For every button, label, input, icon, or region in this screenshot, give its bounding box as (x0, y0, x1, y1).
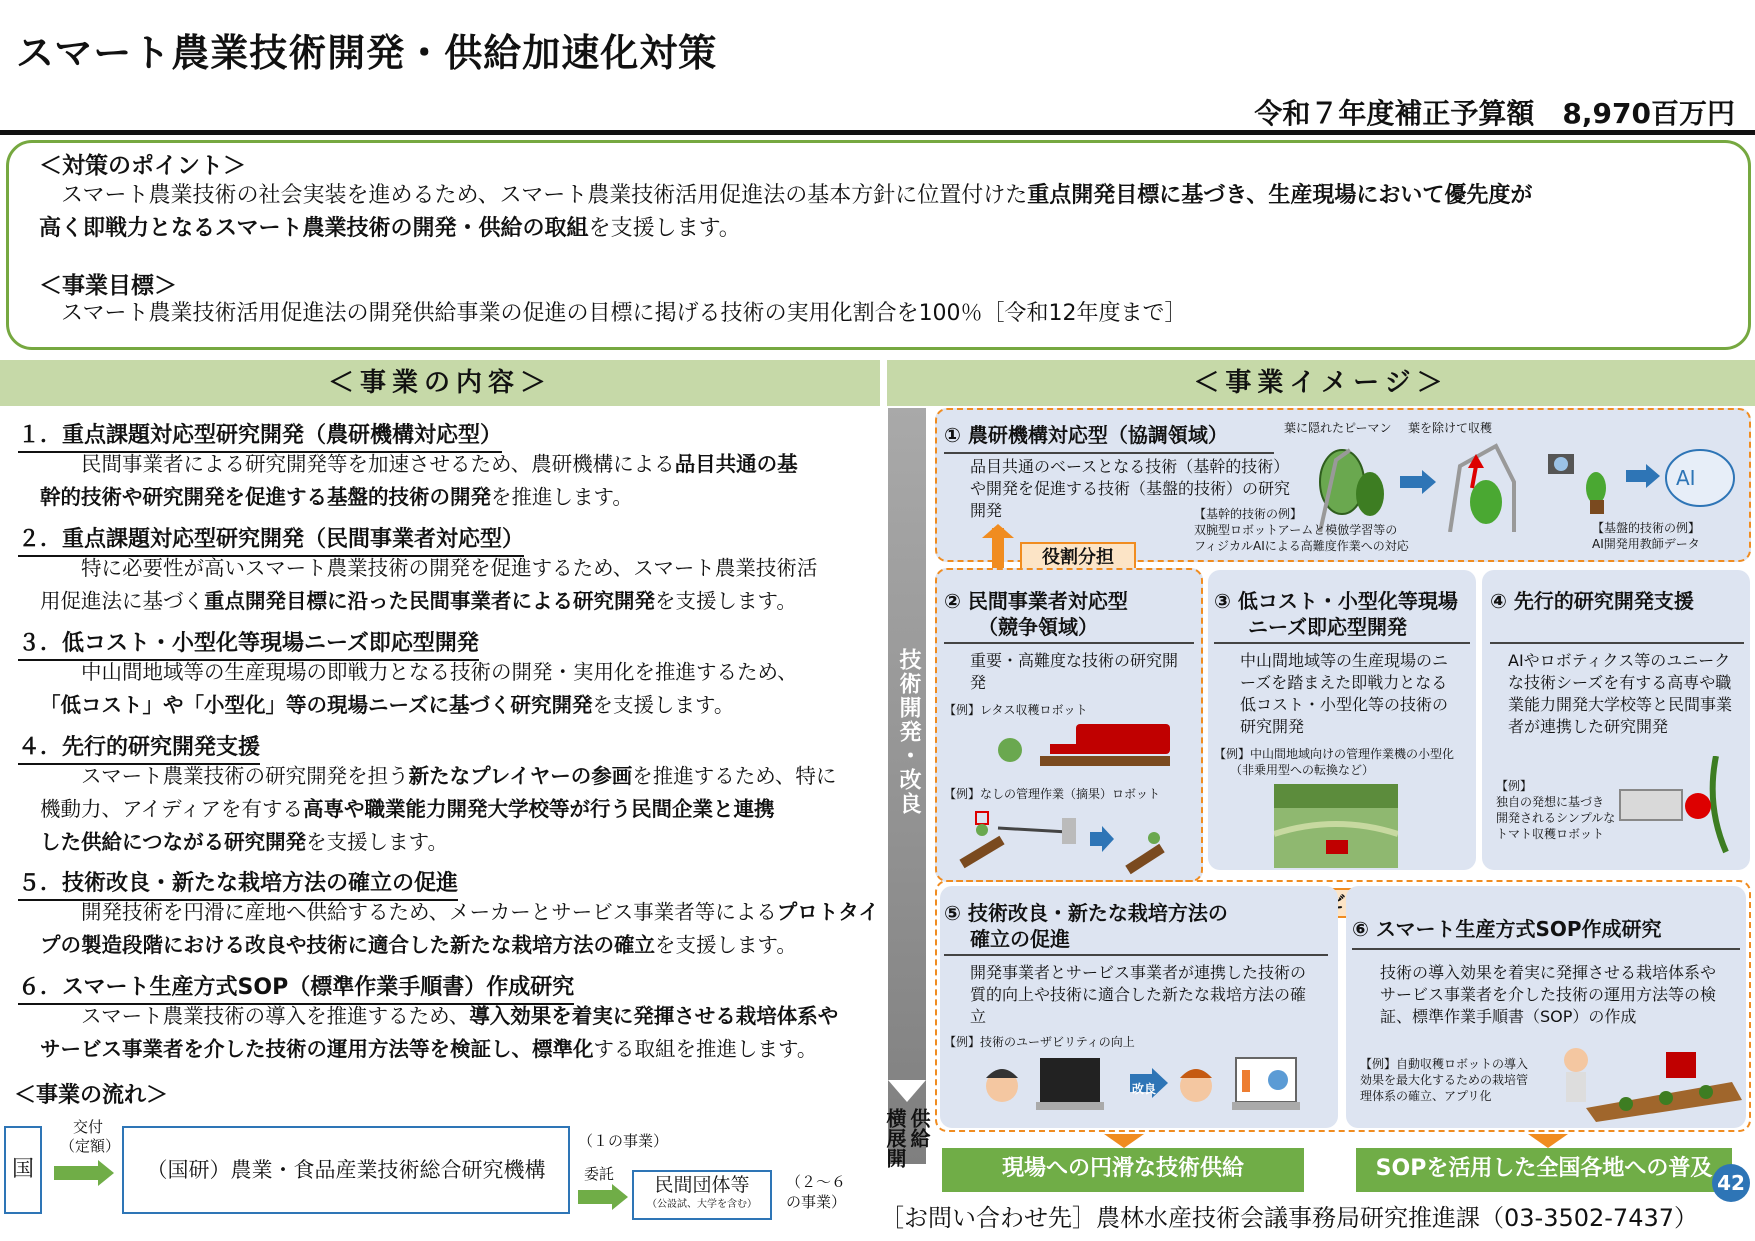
item-3-title: ３．低コスト・小型化等現場ニーズ即応型開発 (18, 626, 479, 661)
panel-1-title: ① 農研機構対応型（協調領域） (944, 423, 1228, 447)
down-arrow-1 (1104, 1134, 1144, 1148)
ai-label: AI (1676, 466, 1696, 490)
flow-arrow-1 (54, 1166, 100, 1180)
panel-5-text: 開発事業者とサービス事業者が連携した技術の質的向上や技術に適合した新たな栽培方法の確立 (970, 963, 1307, 1026)
item-1-title: １．重点課題対応型研究開発（農研機構対応型） (18, 418, 502, 453)
side-label-spread: 横展開 (883, 1108, 907, 1168)
flow-consign: 委託 (584, 1165, 615, 1183)
flow-arrow-2 (578, 1190, 614, 1204)
tomato-robot-illustration (1616, 756, 1744, 856)
panel-5-rule (944, 954, 1328, 956)
panel-4-ex: 【例】 独自の発想に基づき 開発されるシンプルな トマト収穫ロボット (1496, 779, 1616, 841)
flow-arrowhead-2 (612, 1184, 628, 1210)
item-1-body: 民間事業者による研究開発等を加速させるため、農研機構による品目共通の基 幹的技術や研究開発を促進する基盤的技術の開発を推進します。 (40, 452, 798, 509)
panel-4-rule (1490, 642, 1744, 644)
item-4-body: スマート農業技術の研究開発を担う新たなプレイヤーの参画を推進するため、特に 機動力、アイディアを有する高専や職業能力開発大学校等が行う民間企業と連携 した供給につながる研究開発を支援します。 (40, 764, 837, 854)
item-2-body: 特に必要性が高いスマート農業技術の開発を促進するため、スマート農業技術活 用促進法に基づく重点開発目標に沿った民間事業者による研究開発を支援します。 (40, 556, 818, 613)
goal-heading: ＜事業目標＞ (39, 273, 177, 299)
flow-two-six: （２～６ の事業） (786, 1173, 847, 1211)
down-arrow-2 (1528, 1134, 1568, 1148)
panel-6-text: 技術の導入効果を着実に発揮させる栽培体系やサービス事業者を介した技術の運用方法等の検証、標準作業手順書（SOP）の作成 (1380, 963, 1717, 1026)
flow-private: 民間団体等 （公設試、大学を含む） (632, 1170, 772, 1220)
item-4-title: ４．先行的研究開発支援 (18, 730, 260, 765)
panel-4-text: AIやロボティクス等のユニークな技術シーズを有する高専や職業能力開発大学校等と民間事業者が連携した研究開発 (1508, 651, 1733, 736)
side-chevron (888, 1080, 926, 1102)
contact-info: ［お問い合わせ先］農林水産技術会議事務局研究推進課（03-3502-7437） (880, 1204, 1699, 1232)
panel-2-title: ② 民間事業者対応型 （競争領域） (944, 589, 1128, 639)
page-number: 42 (1712, 1164, 1750, 1202)
harvest-robot-illustration (1556, 1030, 1744, 1122)
item-5-title: ５．技術改良・新たな栽培方法の確立の促進 (18, 866, 458, 901)
small-machine-photo (1274, 784, 1398, 868)
side-label-supply: 供給 (907, 1108, 931, 1148)
points-text: スマート農業技術の社会実装を進めるため、スマート農業技術活用促進法の基本方針に位置付けた重点開発目標に基づき、生産現場において優先度が 高く即戦力となるスマート農業技術の開発・供給の取組を支援します。 (39, 183, 1533, 241)
panel-1-ex1: 【基幹的技術の例】 双腕型ロボットアームと模倣学習等の フィジカルAIによる高難度作業への対応 (1194, 507, 1409, 553)
role-label: 役割分担 (1020, 542, 1136, 574)
panel-3-ex: 【例】中山間地域向けの管理作業機の小型化 （非乗用型への転換など） (1214, 747, 1455, 777)
spread-banner: SOPを活用した全国各地への普及 (1356, 1148, 1732, 1192)
panel-4-title: ④ 先行的研究開発支援 (1490, 589, 1694, 613)
goal-text: スマート農業技術活用促進法の開発供給事業の促進の目標に掲げる技術の実用化割合を100％［令和12年度まで］ (39, 301, 1187, 326)
supply-banner: 現場への円滑な技術供給 (942, 1148, 1304, 1192)
flow-country: 国 (4, 1126, 42, 1214)
panel-6-ex: 【例】自動収穫ロボットの導入 効果を最大化するための栽培管 理体系の確立、アプリ化 (1360, 1057, 1529, 1103)
ai-data-illustration (1540, 436, 1740, 520)
panel-2-rule (944, 642, 1194, 644)
panel-1-text: 品目共通のベースとなる技術（基幹的技術）や開発を促進する技術（基盤的技術）の研究開発 (970, 457, 1291, 520)
image-heading: ＜事業イメージ＞ (887, 360, 1755, 406)
item-2-title: ２．重点課題対応型研究開発（民間事業者対応型） (18, 522, 524, 557)
item-6-title: ６．スマート生産方式SOP（標準作業手順書）作成研究 (18, 970, 574, 1005)
panel-5-title: ⑤ 技術改良・新たな栽培方法の 確立の促進 (944, 901, 1228, 951)
lettuce-robot-illustration (990, 716, 1190, 776)
flow-one: （１の事業） (578, 1132, 669, 1150)
panel-2-ex1: 【例】レタス収穫ロボット (944, 703, 1088, 717)
panel-2-ex2: 【例】なしの管理作業（摘果）ロボット (944, 787, 1161, 801)
panel-2-text: 重要・高難度な技術の研究開発 (970, 651, 1179, 692)
side-label-dev: 技術開発・改良 (896, 648, 921, 816)
panel-1-ex2: 【基盤的技術の例】 AI開発用教師データ (1592, 521, 1701, 551)
header-divider (0, 130, 1755, 135)
flow-heading: ＜事業の流れ＞ (14, 1083, 169, 1108)
caption-harvest: 葉を除けて収穫 (1408, 421, 1493, 435)
panel-3-title: ③ 低コスト・小型化等現場 ニーズ即応型開発 (1214, 589, 1458, 639)
panel-3-rule (1214, 642, 1470, 644)
panel-1-rule (944, 452, 1274, 454)
flow-grant: 交付 （定額） (60, 1118, 121, 1155)
points-heading: ＜対策のポイント＞ (39, 153, 246, 179)
role-arrow-up (982, 524, 1014, 538)
item-3-body: 中山間地域等の生産現場の即戦力となる技術の開発・実用化を推進するため、 「低コスト」や「小型化」等の現場ニーズに基づく研究開発を支援します。 (40, 660, 798, 717)
flow-arrowhead-1 (98, 1160, 114, 1186)
points-box (6, 140, 1751, 350)
caption-hidden-pepper: 葉に隠れたピーマン (1284, 421, 1392, 435)
content-heading: ＜事業の内容＞ (0, 360, 880, 406)
panel-6-title: ⑥ スマート生産方式SOP作成研究 (1352, 917, 1662, 941)
panel-3-text: 中山間地域等の生産現場のニーズを踏まえた即戦力となる低コスト・小型化等の技術の研究開発 (1240, 651, 1449, 736)
flow-org: （国研）農業・食品産業技術総合研究機構 (122, 1126, 570, 1214)
pear-robot-illustration (958, 804, 1188, 876)
budget-amount: 令和７年度補正予算額 8,970百万円 (1254, 97, 1735, 130)
improve-label: 改良 (1132, 1082, 1157, 1096)
page-title: スマート農業技術開発・供給加速化対策 (16, 31, 718, 75)
panel-5-ex: 【例】技術のユーザビリティの向上 (944, 1035, 1135, 1049)
item-6-body: スマート農業技術の導入を推進するため、導入効果を着実に発揮させる栽培体系や サービス事業者を介した技術の運用方法等を検証し、標準化する取組を推進します。 (40, 1004, 839, 1061)
panel-6-rule (1352, 948, 1740, 950)
item-5-body: 開発技術を円滑に産地へ供給するため、メーカーとサービス事業者等によるプロトタイ プの製造段階における改良や技術に適合した新たな栽培方法の確立を支援します。 (40, 900, 879, 957)
